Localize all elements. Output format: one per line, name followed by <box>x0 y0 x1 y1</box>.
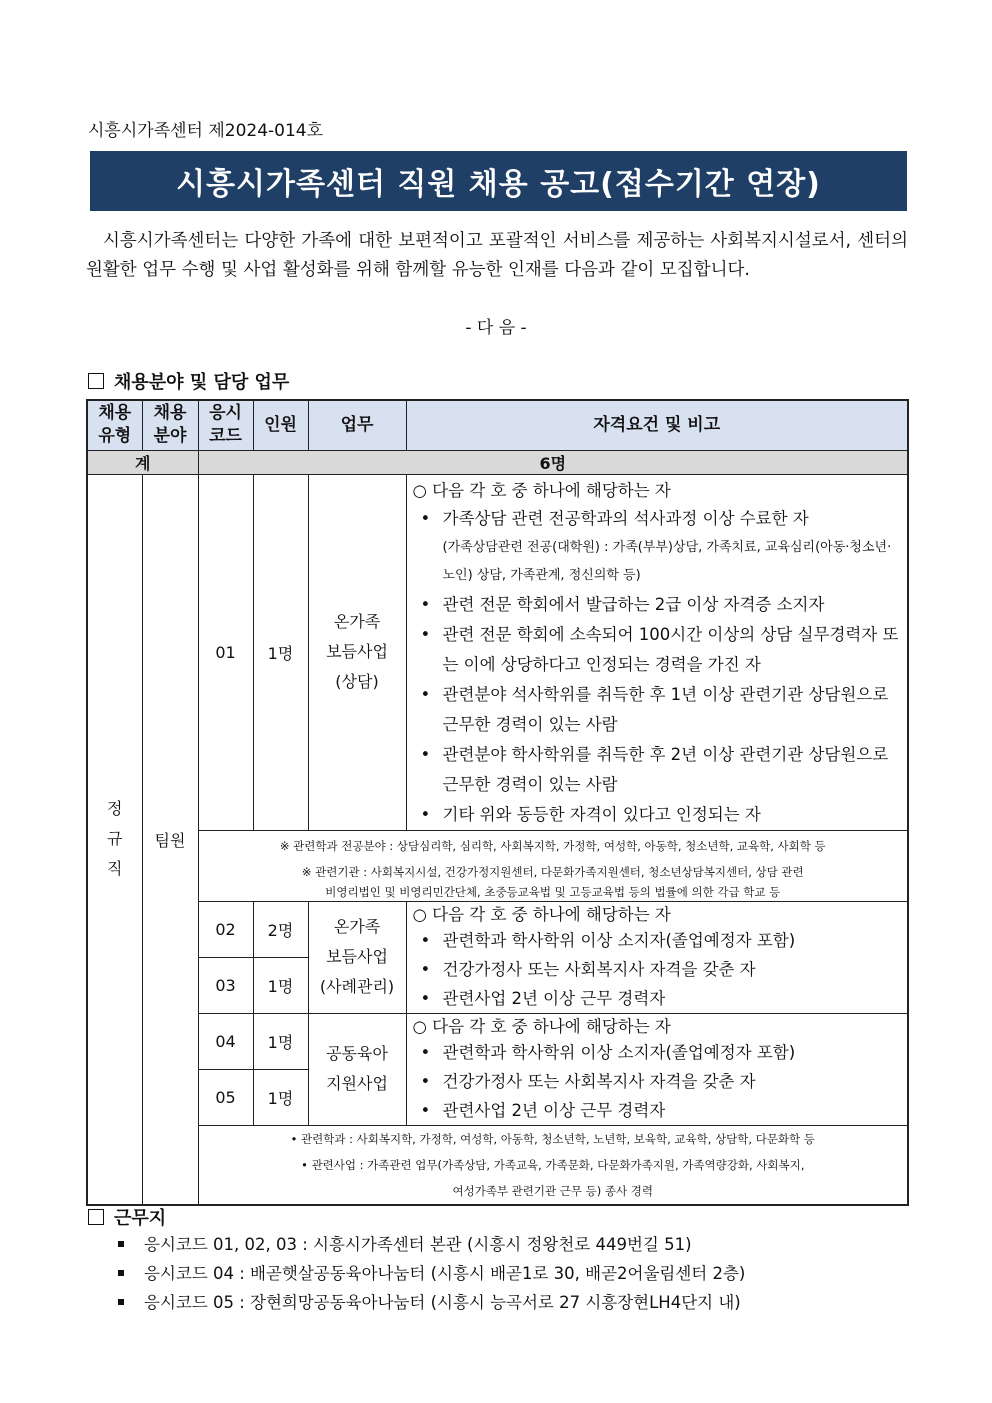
section-recruitment-title: 채용분야 및 담당 업무 <box>114 372 290 393</box>
code-cell-03: 03 <box>198 958 253 1013</box>
section-workplace <box>88 1204 166 1230</box>
header-people: 인원 <box>253 400 308 450</box>
code-cell-02: 02 <box>198 901 253 958</box>
header-type: 채용 유형 <box>87 400 142 450</box>
field-cell: 팀원 <box>142 474 198 1205</box>
code-cell-04: 04 <box>198 1013 253 1069</box>
qualification-item: • 관련사업 2년 이상 근무 경력자 <box>443 1096 902 1125</box>
header-code: 응시 코드 <box>198 400 253 450</box>
duty-cell-counseling: 온가족 보듬사업 (상담) <box>308 474 406 830</box>
workplace-item: 응시코드 04 : 배곧햇살공동육아나눔터 (시흥시 배곧1로 30, 배곧2어울림센터 2층) <box>118 1259 745 1288</box>
qualification-item: • 관련분야 학사학위를 취득한 후 2년 이상 관련기관 상담원으로 근무한 경력이 있는 사람 <box>443 740 902 800</box>
code-cell-01: 01 <box>198 474 253 830</box>
recruitment-table <box>86 399 909 1206</box>
people-cell-02: 2명 <box>253 901 308 958</box>
qualification-item: • 관련학과 학사학위 이상 소지자(졸업예정자 포함) <box>443 1038 902 1067</box>
qualification-lead: ○ 다음 각 호 중 하나에 해당하는 자 <box>412 1016 671 1036</box>
header-duty: 업무 <box>308 400 406 450</box>
note-line: • 관련학과 : 사회복지학, 가정학, 여성학, 아동학, 청소년학, 노년학, 보육학, 교육학, 상담학, 다문화학 등 <box>290 1131 815 1146</box>
intro-paragraph: 시흥시가족센터는 다양한 가족에 대한 보편적이고 포괄적인 서비스를 제공하는 사회복지시설로서, 센터의 원활한 업무 수행 및 사업 활성화를 위해 함께할 유능한 인재를 다음과 같이 모집합니다. <box>86 231 908 280</box>
note-line: ※ 관련학과 전공분야 : 상담심리학, 심리학, 사회복지학, 가정학, 여성학, 아동학, 청소년학, 교육학, 사회학 등 <box>279 838 826 853</box>
qualification-cell-02-03 <box>406 901 908 1013</box>
note-related-business <box>198 1125 908 1205</box>
workplace-item: 응시코드 05 : 장현희망공동육아나눔터 (시흥시 능곡서로 27 시흥장현LH4단지 내) <box>118 1288 745 1317</box>
type-cell: 정 규 직 <box>87 474 142 1205</box>
note-line: • 관련사업 : 가족관련 업무(가족상담, 가족교육, 가족문화, 다문화가족지원, 가족역량강화, 사회복지, <box>301 1157 805 1172</box>
people-cell-01: 1명 <box>253 474 308 830</box>
duty-cell-co-parenting: 공동육아 지원사업 <box>308 1013 406 1125</box>
header-qualification: 자격요건 및 비고 <box>406 400 908 450</box>
total-label: 계 <box>87 450 198 474</box>
workplace-list <box>118 1230 745 1317</box>
page-title: 시흥시가족센터 직원 채용 공고(접수기간 연장) <box>90 151 907 211</box>
note-line: ※ 관련기관 : 사회복지시설, 건강가정지원센터, 다문화가족지원센터, 청소년상담복지센터, 상담 관련 <box>301 864 804 879</box>
checkbox-square-icon <box>88 373 104 389</box>
note-line: 비영리법인 및 비영리민간단체, 초중등교육법 및 고등교육법 등의 법률에 의한 각급 학교 등 <box>325 884 781 899</box>
section-recruitment <box>88 368 289 394</box>
qualification-item: • 관련학과 학사학위 이상 소지자(졸업예정자 포함) <box>443 926 902 955</box>
note-related-fields <box>198 830 908 901</box>
code-cell-05: 05 <box>198 1069 253 1125</box>
section-workplace-title: 근무지 <box>114 1208 167 1229</box>
qualification-item: • 건강가정사 또는 사회복지사 자격을 갖춘 자 <box>443 1067 902 1096</box>
header-field: 채용 분야 <box>142 400 198 450</box>
people-cell-03: 1명 <box>253 958 308 1013</box>
people-cell-04: 1명 <box>253 1013 308 1069</box>
checkbox-square-icon <box>88 1209 104 1225</box>
people-cell-05: 1명 <box>253 1069 308 1125</box>
qualification-item: • 관련 전문 학회에 소속되어 100시간 이상의 상담 실무경력자 또는 이에 상당하다고 인정되는 경력을 가진 자 <box>443 620 902 680</box>
document-number: 시흥시가족센터 제2024-014호 <box>88 121 324 141</box>
qualification-item: • 관련사업 2년 이상 근무 경력자 <box>443 984 902 1013</box>
qualification-item: • 기타 위와 동등한 자격이 있다고 인정되는 자 <box>443 800 902 830</box>
qualification-item: • 관련분야 석사학위를 취득한 후 1년 이상 관련기관 상담원으로 근무한 경력이 있는 사람 <box>443 680 902 740</box>
note-line: 여성가족부 관련기관 근무 등) 종사 경력 <box>452 1183 653 1198</box>
qualification-subnote: (가족상담관련 전공(대학원) : 가족(부부)상담, 가족치료, 교육심리(아동·청소년·노인) 상담, 가족관계, 정신의학 등) <box>442 539 892 583</box>
qualification-lead: ○ 다음 각 호 중 하나에 해당하는 자 <box>412 904 671 924</box>
qualification-cell-04-05 <box>406 1013 908 1125</box>
qualification-item: • 건강가정사 또는 사회복지사 자격을 갖춘 자 <box>443 955 902 984</box>
workplace-item: 응시코드 01, 02, 03 : 시흥시가족센터 본관 (시흥시 정왕천로 449번길 51) <box>118 1230 745 1259</box>
total-value: 6명 <box>198 450 908 474</box>
qualification-cell-01 <box>406 474 908 830</box>
qualification-lead: ○ 다음 각 호 중 하나에 해당하는 자 <box>412 480 671 500</box>
daum-divider: - 다 음 - <box>465 318 527 338</box>
qualification-item: • 관련 전문 학회에서 발급하는 2급 이상 자격증 소지자 <box>443 590 902 620</box>
qualification-item: • 가족상담 관련 전공학과의 석사과정 이상 수료한 자 <box>443 504 902 534</box>
duty-cell-case-management: 온가족 보듬사업 (사례관리) <box>308 901 406 1013</box>
